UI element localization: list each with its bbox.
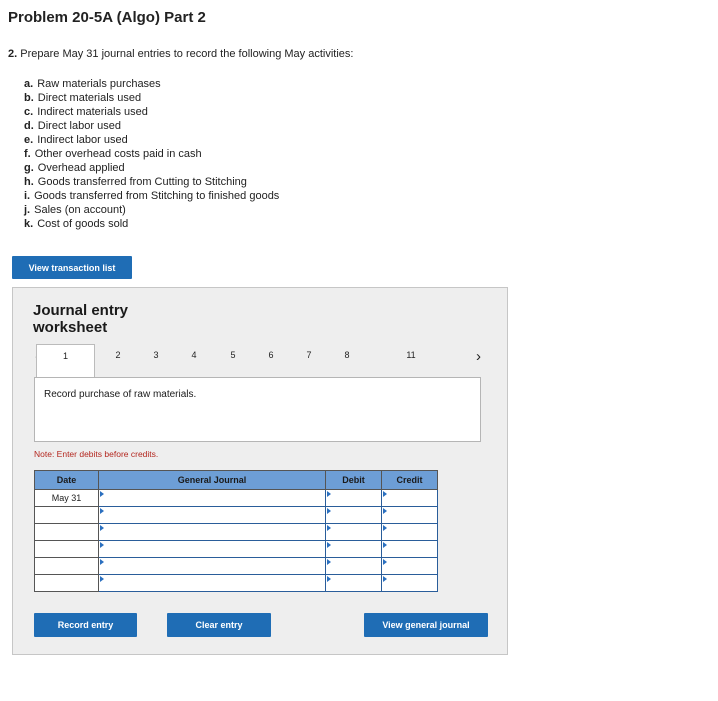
list-item: f. Other overhead costs paid in cash bbox=[24, 148, 202, 160]
journal-entry-worksheet bbox=[12, 287, 508, 655]
table-row bbox=[35, 558, 438, 575]
account-input[interactable] bbox=[99, 507, 326, 524]
dropdown-marker-icon bbox=[383, 491, 387, 497]
table-header-row bbox=[35, 471, 438, 490]
credit-input[interactable] bbox=[382, 507, 438, 524]
clear-entry-button[interactable]: Clear entry bbox=[167, 613, 271, 637]
table-row bbox=[35, 490, 438, 507]
debit-input[interactable] bbox=[326, 575, 382, 592]
debit-input[interactable] bbox=[326, 507, 382, 524]
page-title: Problem 20-5A (Algo) Part 2 bbox=[8, 9, 206, 26]
dropdown-marker-icon bbox=[100, 491, 104, 497]
entry-description: Record purchase of raw materials. bbox=[34, 377, 481, 442]
date-cell bbox=[35, 575, 99, 592]
dropdown-marker-icon bbox=[100, 576, 104, 582]
dropdown-marker-icon bbox=[383, 559, 387, 565]
date-cell bbox=[35, 507, 99, 524]
list-item: e. Indirect labor used bbox=[24, 134, 128, 146]
worksheet-title: Journal entry worksheet bbox=[33, 302, 129, 336]
view-general-journal-button[interactable]: View general journal bbox=[364, 613, 488, 637]
instruction-number: 2. bbox=[8, 48, 18, 60]
table-row bbox=[35, 524, 438, 541]
list-item: j. Sales (on account) bbox=[24, 204, 126, 216]
account-input[interactable] bbox=[99, 524, 326, 541]
activity-list bbox=[24, 77, 279, 231]
view-transaction-list-button[interactable]: View transaction list bbox=[12, 256, 132, 279]
record-entry-button[interactable]: Record entry bbox=[34, 613, 137, 637]
date-cell bbox=[35, 524, 99, 541]
column-header-date: Date bbox=[35, 471, 99, 490]
tab-11[interactable]: 11 bbox=[406, 350, 416, 360]
list-item: c. Indirect materials used bbox=[24, 106, 148, 118]
instruction-text: Prepare May 31 journal entries to record the following May activities: bbox=[20, 48, 354, 60]
column-header-debit: Debit bbox=[326, 471, 382, 490]
dropdown-marker-icon bbox=[327, 508, 331, 514]
journal-table bbox=[34, 470, 438, 592]
note-text: Note: Enter debits before credits. bbox=[34, 449, 159, 459]
tab-7[interactable]: 7 bbox=[306, 350, 312, 360]
dropdown-marker-icon bbox=[100, 525, 104, 531]
debit-input[interactable] bbox=[326, 524, 382, 541]
column-header-credit: Credit bbox=[382, 471, 438, 490]
credit-input[interactable] bbox=[382, 541, 438, 558]
debit-input[interactable] bbox=[326, 558, 382, 575]
list-item: k. Cost of goods sold bbox=[24, 218, 129, 230]
dropdown-marker-icon bbox=[327, 576, 331, 582]
dropdown-marker-icon bbox=[327, 542, 331, 548]
dropdown-marker-icon bbox=[383, 542, 387, 548]
dropdown-marker-icon bbox=[383, 508, 387, 514]
tab-2[interactable]: 2 bbox=[115, 350, 121, 360]
credit-input[interactable] bbox=[382, 558, 438, 575]
list-item: d. Direct labor used bbox=[24, 120, 121, 132]
dropdown-marker-icon bbox=[100, 559, 104, 565]
date-cell bbox=[35, 541, 99, 558]
dropdown-marker-icon bbox=[327, 525, 331, 531]
list-item: h. Goods transferred from Cutting to Stitching bbox=[24, 176, 247, 188]
tab-8[interactable]: 8 bbox=[344, 350, 350, 360]
list-item: b. Direct materials used bbox=[24, 92, 142, 104]
tab-6[interactable]: 6 bbox=[268, 350, 274, 360]
debit-input[interactable] bbox=[326, 541, 382, 558]
debit-input[interactable] bbox=[326, 490, 382, 507]
chevron-right-icon[interactable]: › bbox=[476, 348, 481, 365]
tab-4[interactable]: 4 bbox=[191, 350, 197, 360]
table-row bbox=[35, 541, 438, 558]
account-input[interactable] bbox=[99, 558, 326, 575]
date-cell: May 31 bbox=[35, 490, 99, 507]
table-row bbox=[35, 507, 438, 524]
column-header-general-journal: General Journal bbox=[99, 471, 326, 490]
account-input[interactable] bbox=[99, 490, 326, 507]
dropdown-marker-icon bbox=[383, 576, 387, 582]
instruction bbox=[8, 48, 353, 60]
credit-input[interactable] bbox=[382, 490, 438, 507]
tab-3[interactable]: 3 bbox=[153, 350, 159, 360]
list-item: i. Goods transferred from Stitching to finished goods bbox=[24, 190, 280, 202]
tab-1[interactable]: 1 bbox=[36, 344, 95, 378]
credit-input[interactable] bbox=[382, 575, 438, 592]
dropdown-marker-icon bbox=[327, 559, 331, 565]
list-item: g. Overhead applied bbox=[24, 162, 125, 174]
table-row bbox=[35, 575, 438, 592]
account-input[interactable] bbox=[99, 575, 326, 592]
account-input[interactable] bbox=[99, 541, 326, 558]
list-item: a. Raw materials purchases bbox=[24, 78, 161, 90]
dropdown-marker-icon bbox=[100, 542, 104, 548]
dropdown-marker-icon bbox=[100, 508, 104, 514]
dropdown-marker-icon bbox=[327, 491, 331, 497]
date-cell bbox=[35, 558, 99, 575]
dropdown-marker-icon bbox=[383, 525, 387, 531]
credit-input[interactable] bbox=[382, 524, 438, 541]
tab-5[interactable]: 5 bbox=[230, 350, 236, 360]
